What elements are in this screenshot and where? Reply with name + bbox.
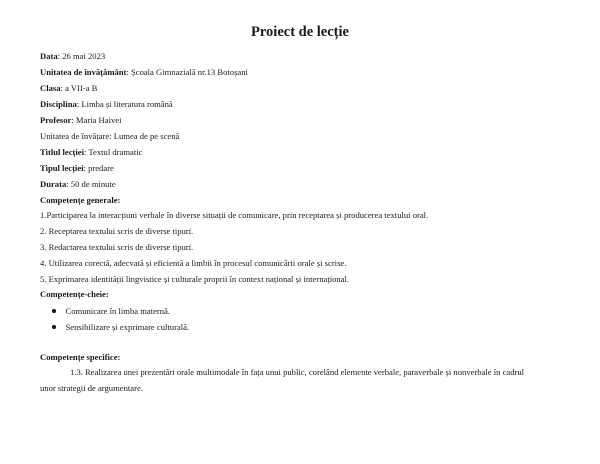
specific-competence-item xyxy=(40,364,540,396)
field-label: Tipul lecției xyxy=(40,163,84,173)
field-value: a VII-a B xyxy=(65,83,98,93)
field-value: Textul dramatic xyxy=(88,147,143,157)
field-clasa xyxy=(40,83,97,94)
bullet-icon xyxy=(52,325,56,329)
key-competence-text: Sensibilizare și exprimare culturală. xyxy=(65,322,190,332)
field-value: Limba și literatura română xyxy=(81,99,173,109)
field-label: Data xyxy=(40,51,58,61)
field-label: Disciplina xyxy=(40,99,77,109)
field-data xyxy=(40,51,105,62)
field-label: Unitatea de învățământ xyxy=(40,67,127,77)
field-separator: : xyxy=(84,147,89,157)
field-separator: : xyxy=(66,179,71,189)
field-durata xyxy=(40,179,116,190)
field-separator: : xyxy=(126,67,131,77)
field-value: predare xyxy=(88,163,114,173)
bullet-icon xyxy=(52,309,56,313)
key-competence-item xyxy=(52,306,170,317)
field-separator: : xyxy=(83,163,89,173)
general-competence-item: 1.Participarea la interacțiuni verbale în diverse situații de comunicare, prin receptarea și producerea textului oral. xyxy=(40,210,429,220)
field-separator: : xyxy=(71,115,76,125)
field-value: Școala Gimnazială nr.13 Botoșani xyxy=(130,67,248,77)
field-separator: : xyxy=(57,51,63,61)
field-disciplina xyxy=(40,99,173,110)
document-title: Proiect de lecție xyxy=(251,24,349,40)
key-competence-text: Comunicare în limba maternă. xyxy=(65,306,171,316)
field-value: Maria Haivei xyxy=(75,115,122,125)
field-label: Profesor xyxy=(40,115,72,125)
field-profesor xyxy=(40,115,121,126)
general-competence-item: 3. Redactarea textului scris de diverse tipuri. xyxy=(40,242,194,252)
field-separator: : xyxy=(76,99,82,109)
field-unitatea-de-invatamant xyxy=(40,67,248,78)
field-value: Unitatea de învățare: Lumea de pe scenă xyxy=(40,131,180,141)
field-unitatea-de-invatare xyxy=(40,131,179,142)
field-label: Titlul lecției xyxy=(40,147,84,157)
field-separator: : xyxy=(60,83,66,93)
general-competence-item: 2. Receptarea textului scris de diverse tipuri. xyxy=(40,226,194,236)
field-tipul-lectiei xyxy=(40,163,114,174)
specific-competences-heading: Competențe specifice: xyxy=(40,352,121,362)
field-label: Clasa xyxy=(40,83,61,93)
field-titlul-lectiei xyxy=(40,147,142,158)
general-competence-item: 5. Exprimarea identității lingvistice și culturale proprii în context național și internațional. xyxy=(40,274,350,284)
specific-competence-text: 1.3. Realizarea unei prezentări orale multimodale în fața unui public, corelând elemente verbale, paraverbale și nonverbale în cadrul unor strategii de argumentare. xyxy=(40,367,525,393)
key-competence-item xyxy=(52,322,189,333)
key-competences-heading: Competențe-cheie: xyxy=(40,289,109,299)
general-competences-heading: Competențe generale: xyxy=(40,195,121,205)
field-value: 26 mai 2023 xyxy=(62,51,106,61)
field-value: 50 de minute xyxy=(70,179,116,189)
field-label: Durata xyxy=(40,179,67,189)
general-competence-item: 4. Utilizarea corectă, adecvată și eficientă a limbii în procesul comunicării orale și scrise. xyxy=(40,258,347,268)
